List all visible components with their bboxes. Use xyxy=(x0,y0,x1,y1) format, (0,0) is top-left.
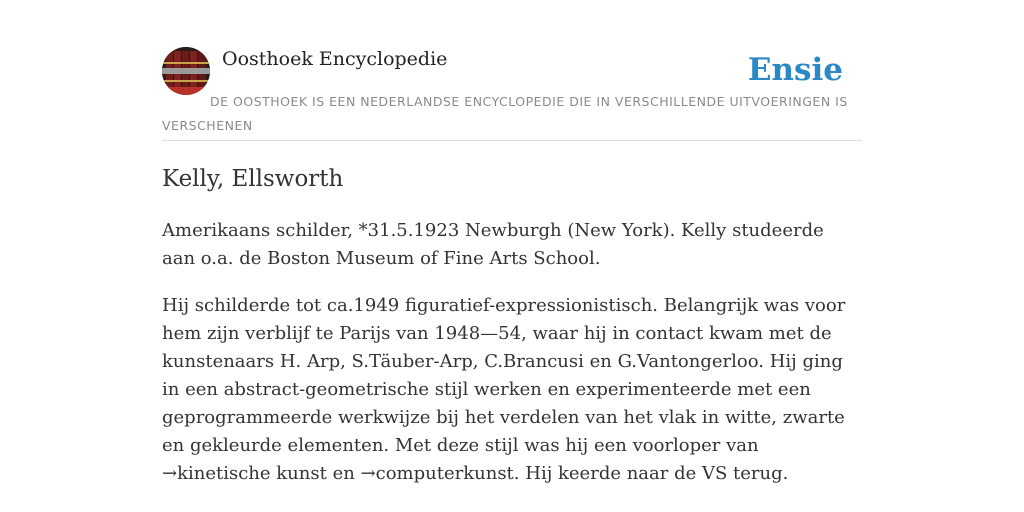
article-body xyxy=(162,217,862,507)
article-paragraph xyxy=(162,292,862,488)
paragraph-text: . Hij keerde naar de VS terug. xyxy=(513,463,789,484)
article-paragraph: Amerikaans schilder, *31.5.1923 Newburgh (New York). Kelly studeerde aan o.a. de Boston Museum of Fine Arts School. xyxy=(162,220,824,269)
paragraph-text: en xyxy=(326,463,361,484)
kinetische-kunst-link[interactable]: →kinetische kunst xyxy=(162,463,327,484)
encyclopedia-books-icon xyxy=(162,47,210,95)
page xyxy=(162,0,862,484)
ensie-logo-link[interactable]: Ensie xyxy=(747,52,843,88)
source-avatar[interactable] xyxy=(162,47,210,95)
source-description: DE OOSTHOEK IS EEN NEDERLANDSE ENCYCLOPEDIE DIE IN VERSCHILLENDE UITVOERINGEN IS VERSCHENEN xyxy=(162,94,848,133)
source-header xyxy=(162,0,862,141)
source-name[interactable]: Oosthoek Encyclopedie xyxy=(222,48,448,70)
paragraph-text: Hij schilderde tot ca.1949 figuratief-expressionistisch. Belangrijk was voor hem zijn verblijf te Parijs van 1948—54, waar hij in contact kwam met de kunstenaars H. Arp, S.Täuber-Arp, C.Brancusi en G.Vantongerloo. Hij ging in een abstract-geometrische stijl werken en experimenteerde met een geprogrammeerde werkwijze bij het verdelen van het vlak in witte, zwarte en gekleurde elementen. Met deze stijl was hij een voorloper van xyxy=(162,295,846,456)
article-title: Kelly, Ellsworth xyxy=(162,166,344,192)
computerkunst-link[interactable]: →computerkunst xyxy=(360,463,514,484)
